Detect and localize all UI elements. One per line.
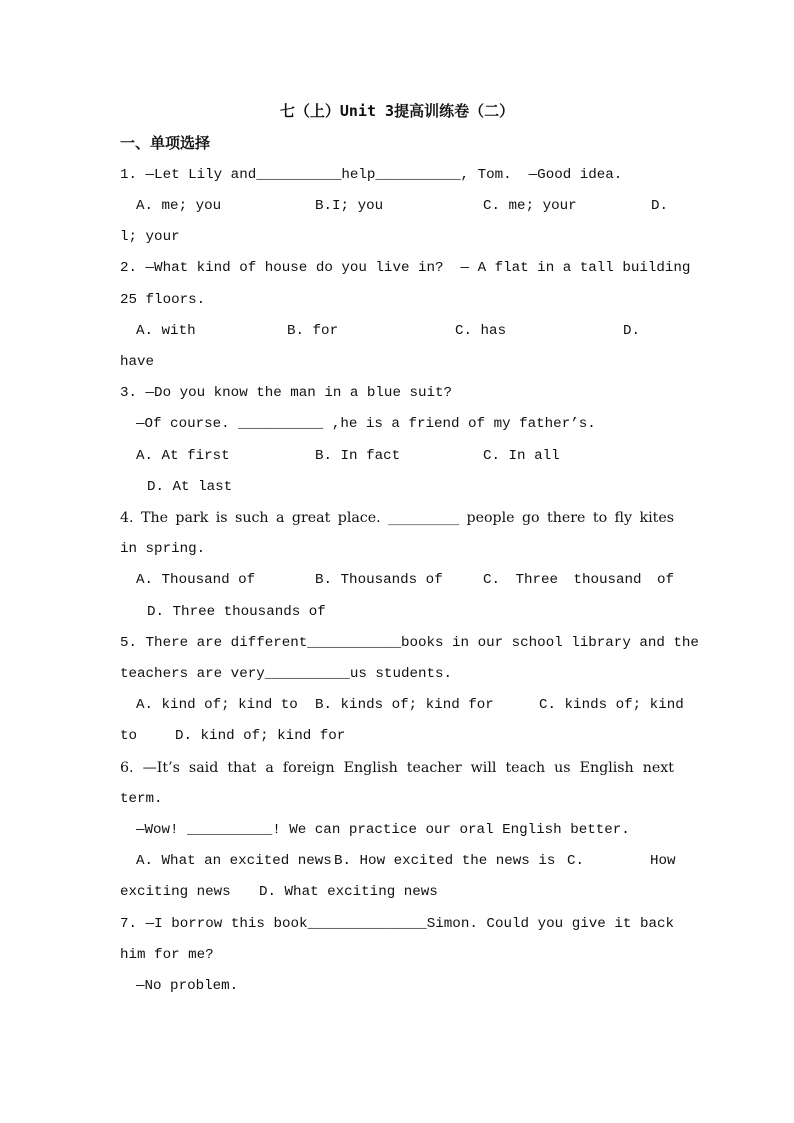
- q3-option-d: D. At last: [147, 479, 233, 495]
- q1-option-a: A. me; you: [136, 198, 222, 214]
- q6-option-c-word: How: [650, 853, 676, 869]
- q6-option-c-label: C.: [567, 853, 585, 869]
- q3-option-b: B. In fact: [315, 448, 401, 464]
- q6-option-b: B. How excited the news is: [334, 853, 556, 869]
- q1-option-d-label: D.: [651, 198, 669, 214]
- q3-option-a: A. At first: [136, 448, 230, 464]
- q6-option-c-text: exciting news: [120, 884, 231, 900]
- q4-option-a: A. Thousand of: [136, 572, 256, 588]
- q2-option-b: B. for: [287, 323, 339, 339]
- question-2-stem: 2. —What kind of house do you live in? — A flat in a tall building: [120, 260, 691, 276]
- q6-option-a: A. What an excited news: [136, 853, 332, 869]
- q5-option-c-cont: to: [120, 728, 138, 744]
- question-6-stem: 6. —It’s said that a foreign English teacher will teach us English next: [120, 760, 674, 776]
- question-2-stem-cont: 25 floors.: [120, 292, 206, 308]
- question-3-reply: —Of course. __________ ,he is a friend of my father’s.: [136, 416, 596, 432]
- question-5-stem: 5. There are different___________books in our school library and the: [120, 635, 699, 651]
- question-5-stem-cont: teachers are very__________us students.: [120, 666, 453, 682]
- q5-option-d: D. kind of; kind for: [175, 728, 346, 744]
- q1-option-b: B.I; you: [315, 198, 384, 214]
- question-4-stem-cont: in spring.: [120, 541, 206, 557]
- q2-option-d-label: D.: [623, 323, 641, 339]
- q5-option-a: A. kind of; kind to: [136, 697, 298, 713]
- question-7-stem-cont: him for me?: [120, 947, 214, 963]
- question-7-stem: 7. —I borrow this book______________Simon. Could you give it back: [120, 916, 674, 932]
- q2-option-a: A. with: [136, 323, 196, 339]
- q5-option-b: B. kinds of; kind for: [315, 697, 494, 713]
- q4-option-d: D. Three thousands of: [147, 604, 326, 620]
- q4-option-c: C. Three thousand of: [483, 572, 674, 588]
- question-7-reply: —No problem.: [136, 978, 239, 994]
- q2-option-d-text: have: [120, 354, 155, 370]
- q4-option-b: B. Thousands of: [315, 572, 443, 588]
- q3-option-c: C. In all: [483, 448, 560, 464]
- q1-option-d-text: l; your: [120, 229, 180, 245]
- question-6-reply: —Wow! __________! We can practice our oral English better.: [136, 822, 630, 838]
- section-heading: 一、单项选择: [120, 134, 211, 152]
- q6-option-d: D. What exciting news: [259, 884, 438, 900]
- question-6-stem-cont: term.: [120, 791, 163, 807]
- question-1-stem: 1. —Let Lily and__________help__________, Tom. —Good idea.: [120, 167, 623, 183]
- q5-option-c: C. kinds of; kind: [539, 697, 684, 713]
- q2-option-c: C. has: [455, 323, 507, 339]
- q1-option-c: C. me; your: [483, 198, 577, 214]
- question-4-stem: 4. The park is such a great place. __________ people go there to fly kites: [120, 510, 674, 526]
- question-3-stem: 3. —Do you know the man in a blue suit?: [120, 385, 453, 401]
- document-title: 七（上）Unit 3提高训练卷（二）: [279, 102, 515, 120]
